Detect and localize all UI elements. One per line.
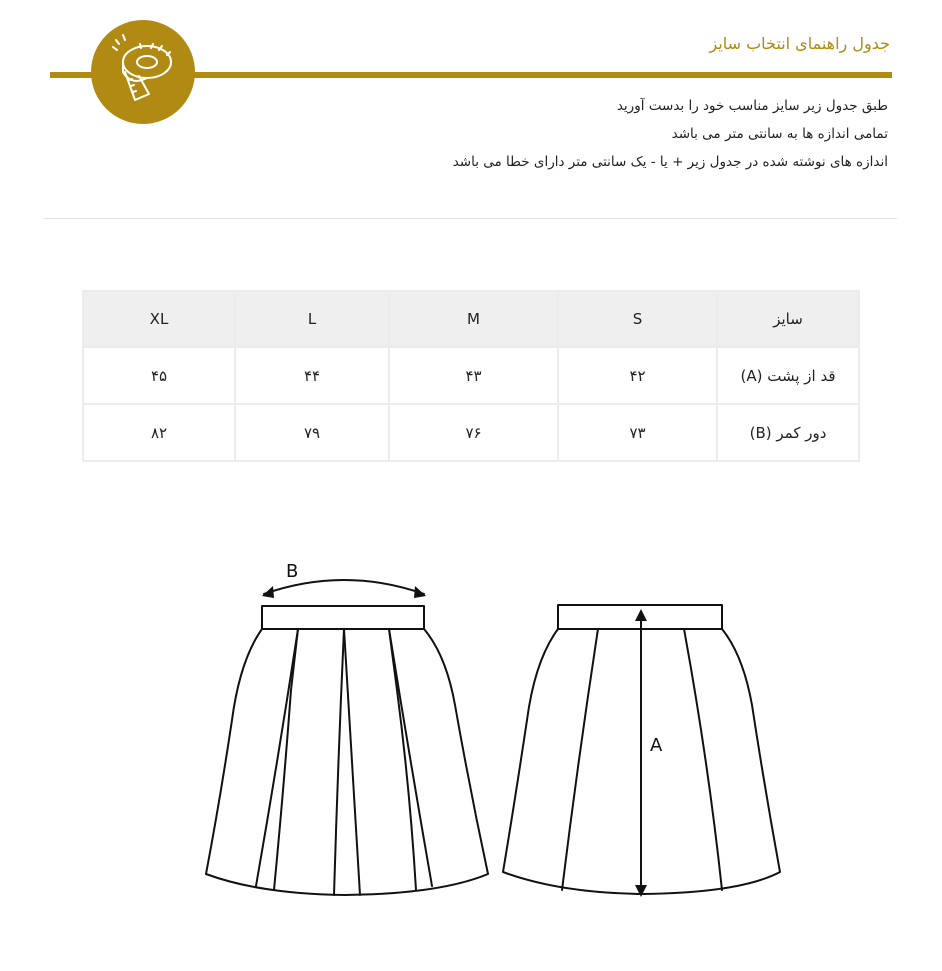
table-cell: ۴۳: [389, 347, 558, 404]
table-cell: ۷۶: [389, 404, 558, 461]
measure-b-arrow: [264, 580, 424, 594]
table-cell: ۸۲: [83, 404, 235, 461]
page-title: جدول راهنمای انتخاب سایز: [709, 34, 890, 53]
header-cell-s: S: [558, 291, 717, 347]
table-cell: ۷۹: [235, 404, 389, 461]
instruction-line: تمامی اندازه ها به سانتی متر می باشد: [671, 126, 888, 142]
back-panel-line: [562, 629, 598, 890]
row-label: قد از پشت (A): [717, 347, 859, 404]
measure-a-label: A: [650, 735, 663, 756]
back-panel-line: [684, 629, 722, 890]
row-label: دور کمر (B): [717, 404, 859, 461]
front-pleat-line: [334, 629, 344, 895]
front-pleat-line: [389, 629, 432, 886]
measure-b-label: B: [286, 561, 299, 582]
front-waistband: [262, 606, 424, 629]
table-cell: ۴۲: [558, 347, 717, 404]
header-cell-l: L: [235, 291, 389, 347]
instruction-line: اندازه های نوشته شده در جدول زیر + یا - یک سانتی متر دارای خطا می باشد: [452, 154, 888, 170]
table-cell: ۴۴: [235, 347, 389, 404]
table-cell: ۴۵: [83, 347, 235, 404]
instruction-line: طبق جدول زیر سایز مناسب خود را بدست آورید: [616, 98, 888, 114]
header-cell-m: M: [389, 291, 558, 347]
table-cell: ۷۳: [558, 404, 717, 461]
header-cell-size: سایز: [717, 291, 859, 347]
header-cell-xl: XL: [83, 291, 235, 347]
